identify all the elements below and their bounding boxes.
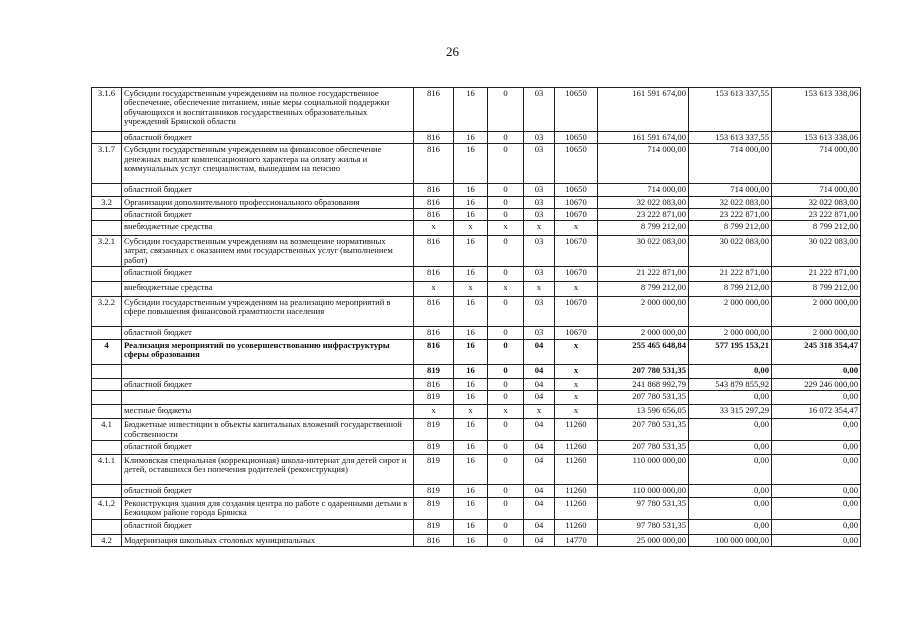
code-gr: 816 xyxy=(414,196,454,208)
amount-year-3: 8 799 212,00 xyxy=(772,221,861,236)
amount-year-1: 714 000,00 xyxy=(598,144,689,184)
amount-year-1: 714 000,00 xyxy=(598,184,689,196)
table-row xyxy=(92,132,861,144)
code-activity: 03 xyxy=(524,208,555,220)
amount-year-3: 21 222 871,00 xyxy=(772,266,861,281)
amount-year-3: 8 799 212,00 xyxy=(772,281,861,296)
code-direction: 11260 xyxy=(555,484,598,497)
code-gr: 816 xyxy=(414,296,454,326)
row-number xyxy=(92,208,122,220)
row-number: 3.2 xyxy=(92,196,122,208)
table-row xyxy=(92,484,861,497)
code-subprogram: 0 xyxy=(488,296,524,326)
amount-year-3: 0,00 xyxy=(772,534,861,546)
row-number xyxy=(92,281,122,296)
row-number: 3.1.7 xyxy=(92,144,122,184)
amount-year-1: 8 799 212,00 xyxy=(598,281,689,296)
amount-year-3: 714 000,00 xyxy=(772,144,861,184)
code-program: x xyxy=(454,281,488,296)
code-activity: 04 xyxy=(524,391,555,405)
row-number: 3.1.6 xyxy=(92,88,122,132)
code-activity: 03 xyxy=(524,326,555,339)
amount-year-3: 0,00 xyxy=(772,391,861,405)
code-direction: 10670 xyxy=(555,236,598,267)
code-gr: 819 xyxy=(414,484,454,497)
code-program: 16 xyxy=(454,144,488,184)
amount-year-2: 32 022 083,00 xyxy=(689,196,772,208)
code-program: 16 xyxy=(454,266,488,281)
amount-year-1: 2 000 000,00 xyxy=(598,296,689,326)
row-name: Модернизация школьных столовых муниципальных xyxy=(122,534,414,546)
amount-year-3: 229 246 000,00 xyxy=(772,378,861,390)
row-name: областной бюджет xyxy=(122,326,414,339)
code-gr: 819 xyxy=(414,364,454,378)
code-gr: 816 xyxy=(414,184,454,196)
code-direction: 11260 xyxy=(555,454,598,484)
code-direction: 10670 xyxy=(555,208,598,220)
row-number xyxy=(92,378,122,390)
code-subprogram: 0 xyxy=(488,88,524,132)
amount-year-1: 207 780 531,35 xyxy=(598,419,689,441)
code-program: x xyxy=(454,221,488,236)
amount-year-1: 97 780 531,35 xyxy=(598,497,689,519)
row-number xyxy=(92,440,122,454)
amount-year-2: 2 000 000,00 xyxy=(689,296,772,326)
amount-year-1: 110 000 000,00 xyxy=(598,454,689,484)
table-row xyxy=(92,266,861,281)
code-program: 16 xyxy=(454,339,488,364)
row-number xyxy=(92,391,122,405)
amount-year-3: 714 000,00 xyxy=(772,184,861,196)
code-activity: 03 xyxy=(524,88,555,132)
row-name: Бюджетные инвестиции в объекты капитальных вложений государственной собственности xyxy=(122,419,414,441)
amount-year-2: 23 222 871,00 xyxy=(689,208,772,220)
amount-year-2: 0,00 xyxy=(689,484,772,497)
code-activity: 04 xyxy=(524,339,555,364)
code-activity: 04 xyxy=(524,440,555,454)
table-row xyxy=(92,497,861,519)
amount-year-1: 2 000 000,00 xyxy=(598,326,689,339)
row-number xyxy=(92,519,122,534)
amount-year-2: 714 000,00 xyxy=(689,144,772,184)
amount-year-1: 207 780 531,35 xyxy=(598,364,689,378)
amount-year-3: 2 000 000,00 xyxy=(772,326,861,339)
amount-year-3: 0,00 xyxy=(772,364,861,378)
code-program: 16 xyxy=(454,132,488,144)
row-name: областной бюджет xyxy=(122,484,414,497)
code-subprogram: 0 xyxy=(488,378,524,390)
code-activity: 03 xyxy=(524,144,555,184)
code-gr: 816 xyxy=(414,534,454,546)
amount-year-1: 25 000 000,00 xyxy=(598,534,689,546)
code-subprogram: 0 xyxy=(488,196,524,208)
amount-year-2: 8 799 212,00 xyxy=(689,221,772,236)
table-row xyxy=(92,454,861,484)
code-gr: 816 xyxy=(414,378,454,390)
code-direction: x xyxy=(555,405,598,419)
code-gr: 816 xyxy=(414,236,454,267)
code-activity: 04 xyxy=(524,454,555,484)
code-gr: 816 xyxy=(414,144,454,184)
code-direction: 10650 xyxy=(555,88,598,132)
row-number xyxy=(92,326,122,339)
code-gr: 819 xyxy=(414,440,454,454)
code-program: x xyxy=(454,405,488,419)
amount-year-2: 0,00 xyxy=(689,519,772,534)
code-direction: x xyxy=(555,281,598,296)
code-subprogram: 0 xyxy=(488,326,524,339)
code-gr: x xyxy=(414,405,454,419)
code-subprogram: 0 xyxy=(488,132,524,144)
amount-year-2: 0,00 xyxy=(689,364,772,378)
code-activity: x xyxy=(524,281,555,296)
code-subprogram: 0 xyxy=(488,391,524,405)
code-direction: 14770 xyxy=(555,534,598,546)
amount-year-1: 110 000 000,00 xyxy=(598,484,689,497)
table-row xyxy=(92,88,861,132)
code-gr: 819 xyxy=(414,419,454,441)
code-gr: 819 xyxy=(414,497,454,519)
table-row xyxy=(92,196,861,208)
code-gr: 819 xyxy=(414,519,454,534)
row-number xyxy=(92,266,122,281)
code-direction: 10650 xyxy=(555,132,598,144)
row-number xyxy=(92,364,122,378)
code-gr: 819 xyxy=(414,454,454,484)
code-program: 16 xyxy=(454,296,488,326)
budget-table xyxy=(91,87,861,547)
amount-year-2: 0,00 xyxy=(689,419,772,441)
code-subprogram: 0 xyxy=(488,484,524,497)
amount-year-1: 207 780 531,35 xyxy=(598,440,689,454)
amount-year-3: 0,00 xyxy=(772,519,861,534)
row-number: 4.1.2 xyxy=(92,497,122,519)
table-row xyxy=(92,208,861,220)
code-gr: 816 xyxy=(414,339,454,364)
table-row xyxy=(92,221,861,236)
code-program: 16 xyxy=(454,440,488,454)
amount-year-3: 153 613 338,06 xyxy=(772,132,861,144)
table-row xyxy=(92,364,861,378)
code-activity: 03 xyxy=(524,296,555,326)
amount-year-1: 207 780 531,35 xyxy=(598,391,689,405)
code-program: 16 xyxy=(454,534,488,546)
amount-year-3: 0,00 xyxy=(772,440,861,454)
code-subprogram: x xyxy=(488,221,524,236)
amount-year-1: 161 591 674,00 xyxy=(598,88,689,132)
code-subprogram: 0 xyxy=(488,419,524,441)
code-activity: x xyxy=(524,405,555,419)
row-number xyxy=(92,132,122,144)
code-direction: x xyxy=(555,364,598,378)
code-program: 16 xyxy=(454,236,488,267)
code-gr: x xyxy=(414,281,454,296)
amount-year-2: 0,00 xyxy=(689,391,772,405)
code-activity: 04 xyxy=(524,534,555,546)
code-direction: 10670 xyxy=(555,296,598,326)
code-subprogram: 0 xyxy=(488,519,524,534)
code-subprogram: x xyxy=(488,405,524,419)
amount-year-1: 255 465 648,84 xyxy=(598,339,689,364)
table-row xyxy=(92,534,861,546)
row-name: Субсидии государственным учреждениям на реализацию мероприятий в сфере повышения финансовой грамотности населения xyxy=(122,296,414,326)
table-row xyxy=(92,326,861,339)
code-program: 16 xyxy=(454,378,488,390)
row-name: внебюджетные средства xyxy=(122,281,414,296)
table-row xyxy=(92,144,861,184)
code-direction: x xyxy=(555,378,598,390)
code-subprogram: 0 xyxy=(488,208,524,220)
code-direction: 11260 xyxy=(555,440,598,454)
code-program: 16 xyxy=(454,484,488,497)
amount-year-3: 0,00 xyxy=(772,497,861,519)
code-subprogram: 0 xyxy=(488,236,524,267)
row-name: областной бюджет xyxy=(122,519,414,534)
amount-year-3: 0,00 xyxy=(772,419,861,441)
code-activity: 04 xyxy=(524,364,555,378)
row-number: 3.2.2 xyxy=(92,296,122,326)
code-program: 16 xyxy=(454,196,488,208)
amount-year-1: 32 022 083,00 xyxy=(598,196,689,208)
amount-year-3: 0,00 xyxy=(772,484,861,497)
row-number: 4 xyxy=(92,339,122,364)
code-activity: x xyxy=(524,221,555,236)
amount-year-2: 30 022 083,00 xyxy=(689,236,772,267)
amount-year-3: 2 000 000,00 xyxy=(772,296,861,326)
code-program: 16 xyxy=(454,88,488,132)
code-activity: 04 xyxy=(524,484,555,497)
code-activity: 03 xyxy=(524,196,555,208)
row-number: 4.1.1 xyxy=(92,454,122,484)
amount-year-2: 543 879 855,92 xyxy=(689,378,772,390)
code-activity: 03 xyxy=(524,236,555,267)
amount-year-2: 577 195 153,21 xyxy=(689,339,772,364)
code-program: 16 xyxy=(454,519,488,534)
code-direction: 11260 xyxy=(555,497,598,519)
amount-year-2: 100 000 000,00 xyxy=(689,534,772,546)
amount-year-2: 153 613 337,55 xyxy=(689,88,772,132)
code-gr: 816 xyxy=(414,266,454,281)
row-number: 3.2.1 xyxy=(92,236,122,267)
amount-year-1: 97 780 531,35 xyxy=(598,519,689,534)
code-direction: x xyxy=(555,391,598,405)
row-name: внебюджетные средства xyxy=(122,221,414,236)
table-row xyxy=(92,236,861,267)
code-subprogram: 0 xyxy=(488,534,524,546)
row-name: Организации дополнительного профессионального образования xyxy=(122,196,414,208)
amount-year-3: 0,00 xyxy=(772,454,861,484)
row-name: областной бюджет xyxy=(122,266,414,281)
code-gr: x xyxy=(414,221,454,236)
code-direction: 10670 xyxy=(555,196,598,208)
amount-year-2: 8 799 212,00 xyxy=(689,281,772,296)
code-program: 16 xyxy=(454,454,488,484)
code-direction: 10650 xyxy=(555,144,598,184)
table-row xyxy=(92,419,861,441)
code-program: 16 xyxy=(454,391,488,405)
code-gr: 819 xyxy=(414,391,454,405)
code-gr: 816 xyxy=(414,208,454,220)
table-row xyxy=(92,440,861,454)
table-row xyxy=(92,405,861,419)
code-subprogram: 0 xyxy=(488,364,524,378)
code-activity: 03 xyxy=(524,184,555,196)
table-row xyxy=(92,339,861,364)
row-number xyxy=(92,484,122,497)
code-activity: 04 xyxy=(524,378,555,390)
row-name: Субсидии государственным учреждениям на полное государственное обеспечение, обеспечение питанием, иные меры социальной поддержки обучающихся и воспитанников государственных образовательных учреждений Брянской области xyxy=(122,88,414,132)
amount-year-1: 30 022 083,00 xyxy=(598,236,689,267)
row-name: Реализация мероприятий по усовершенствованию инфраструктуры сферы образования xyxy=(122,339,414,364)
row-name xyxy=(122,364,414,378)
code-gr: 816 xyxy=(414,132,454,144)
amount-year-1: 8 799 212,00 xyxy=(598,221,689,236)
row-name: Субсидии государственным учреждениям на возмещение нормативных затрат, связанных с оказанием ими государственных услуг (выполнением работ) xyxy=(122,236,414,267)
row-name: Субсидии государственным учреждениям на финансовое обеспечение денежных выплат компенсационного характера на оплату жилья и коммунальных услуг специалистам, вышедшим на пенсию xyxy=(122,144,414,184)
code-program: 16 xyxy=(454,208,488,220)
amount-year-2: 21 222 871,00 xyxy=(689,266,772,281)
amount-year-2: 0,00 xyxy=(689,454,772,484)
code-program: 16 xyxy=(454,419,488,441)
row-name: местные бюджеты xyxy=(122,405,414,419)
code-subprogram: x xyxy=(488,281,524,296)
code-activity: 04 xyxy=(524,419,555,441)
amount-year-1: 241 868 992,79 xyxy=(598,378,689,390)
code-subprogram: 0 xyxy=(488,184,524,196)
code-program: 16 xyxy=(454,184,488,196)
code-direction: 11260 xyxy=(555,519,598,534)
table-row xyxy=(92,281,861,296)
code-subprogram: 0 xyxy=(488,440,524,454)
code-direction: 10670 xyxy=(555,266,598,281)
code-program: 16 xyxy=(454,326,488,339)
code-subprogram: 0 xyxy=(488,454,524,484)
code-program: 16 xyxy=(454,364,488,378)
code-direction: 11260 xyxy=(555,419,598,441)
code-subprogram: 0 xyxy=(488,266,524,281)
amount-year-2: 0,00 xyxy=(689,497,772,519)
code-subprogram: 0 xyxy=(488,497,524,519)
row-name xyxy=(122,391,414,405)
code-direction: x xyxy=(555,339,598,364)
row-number xyxy=(92,221,122,236)
amount-year-2: 714 000,00 xyxy=(689,184,772,196)
amount-year-3: 32 022 083,00 xyxy=(772,196,861,208)
row-name: областной бюджет xyxy=(122,132,414,144)
code-direction: x xyxy=(555,221,598,236)
row-number: 4.2 xyxy=(92,534,122,546)
amount-year-2: 2 000 000,00 xyxy=(689,326,772,339)
amount-year-3: 23 222 871,00 xyxy=(772,208,861,220)
page-number: 26 xyxy=(446,44,459,59)
amount-year-3: 245 318 354,47 xyxy=(772,339,861,364)
amount-year-3: 16 072 354,47 xyxy=(772,405,861,419)
table-row xyxy=(92,519,861,534)
code-subprogram: 0 xyxy=(488,144,524,184)
amount-year-2: 33 315 297,29 xyxy=(689,405,772,419)
amount-year-1: 21 222 871,00 xyxy=(598,266,689,281)
table-row xyxy=(92,391,861,405)
amount-year-2: 153 613 337,55 xyxy=(689,132,772,144)
row-name: областной бюджет xyxy=(122,440,414,454)
code-subprogram: 0 xyxy=(488,339,524,364)
table-row xyxy=(92,184,861,196)
code-activity: 04 xyxy=(524,519,555,534)
row-number xyxy=(92,184,122,196)
code-activity: 03 xyxy=(524,266,555,281)
row-name: областной бюджет xyxy=(122,208,414,220)
row-name: областной бюджет xyxy=(122,184,414,196)
code-activity: 03 xyxy=(524,132,555,144)
row-name: Климовская специальная (коррекционная) школа-интернат для детей сирот и детей, оставшихся без попечения родителей (реконструкция) xyxy=(122,454,414,484)
code-direction: 10670 xyxy=(555,326,598,339)
table-row xyxy=(92,296,861,326)
amount-year-1: 13 596 656,05 xyxy=(598,405,689,419)
row-number: 4.1 xyxy=(92,419,122,441)
amount-year-1: 23 222 871,00 xyxy=(598,208,689,220)
row-name: областной бюджет xyxy=(122,378,414,390)
amount-year-3: 30 022 083,00 xyxy=(772,236,861,267)
row-name: Реконструкция здания для создания центра по работе с одаренными детьми в Бежицком районе города Брянска xyxy=(122,497,414,519)
amount-year-1: 161 591 674,00 xyxy=(598,132,689,144)
amount-year-3: 153 613 338,06 xyxy=(772,88,861,132)
row-number xyxy=(92,405,122,419)
amount-year-2: 0,00 xyxy=(689,440,772,454)
code-gr: 816 xyxy=(414,88,454,132)
code-gr: 816 xyxy=(414,326,454,339)
code-activity: 04 xyxy=(524,497,555,519)
code-direction: 10650 xyxy=(555,184,598,196)
table-row xyxy=(92,378,861,390)
code-program: 16 xyxy=(454,497,488,519)
